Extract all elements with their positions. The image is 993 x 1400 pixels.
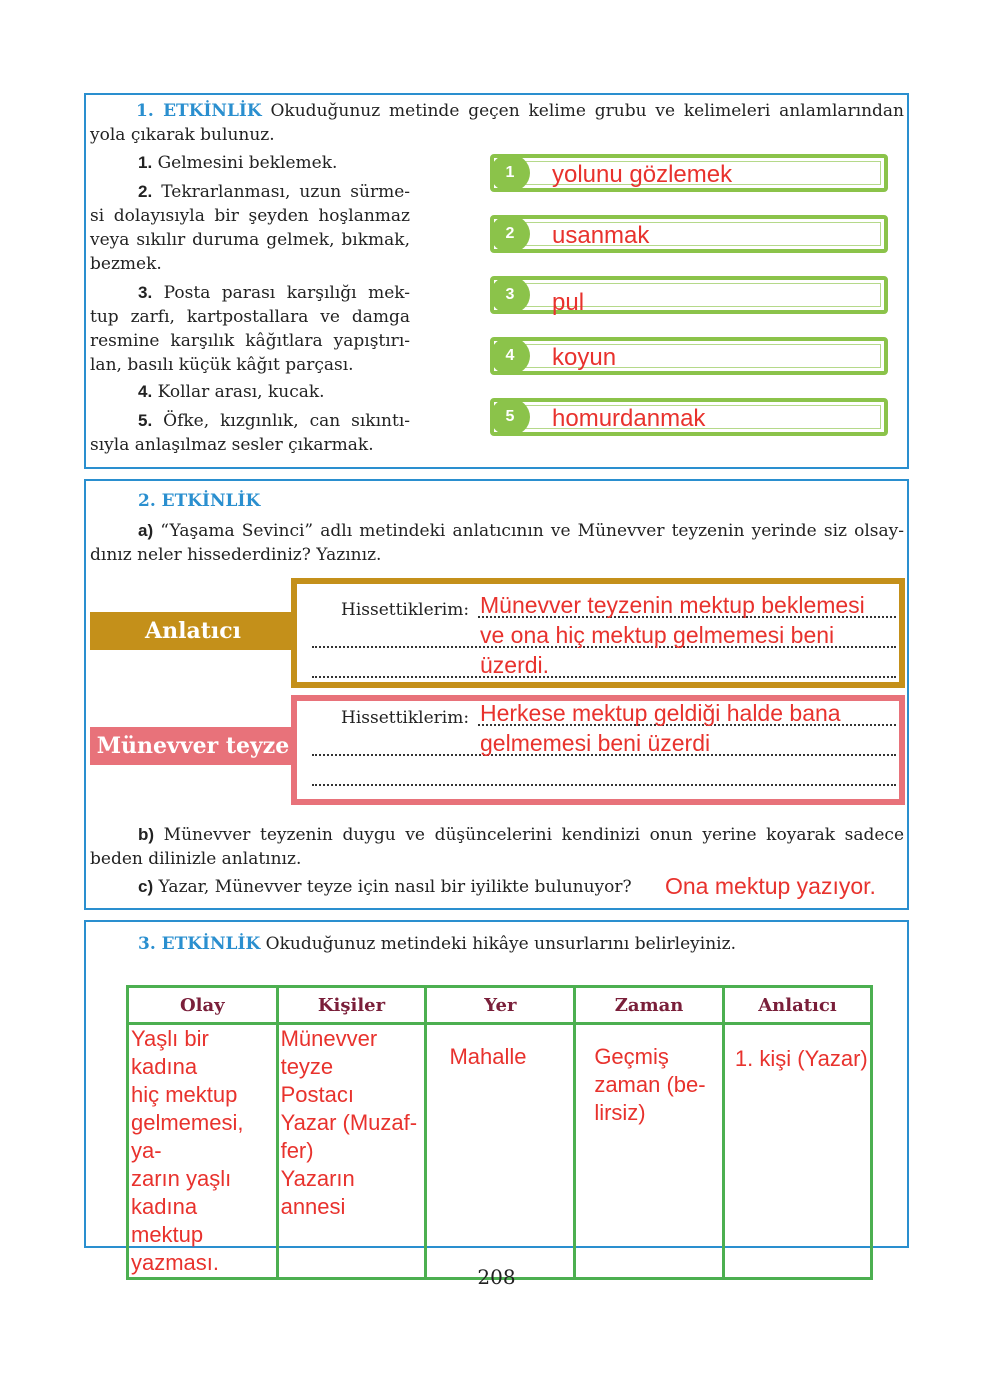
feelings-label: Hissettiklerim: [341,600,470,620]
answer-bar-2[interactable] [490,215,888,253]
activity-3-instruction: 3. ETKİNLİK Okuduğunuz metindeki hikâye unsurlarını belirleyiniz. [138,934,736,954]
dotted-line [312,676,896,678]
answer-bar-5[interactable] [490,398,888,436]
answer-c: Ona mektup yazıyor. [665,873,876,899]
header-yer: Yer [426,987,575,1024]
dotted-line [312,784,896,786]
answer-text: homurdanmak [552,405,706,432]
answer-text: yolunu gözlemek [552,161,733,188]
page-number: 208 [477,1265,516,1289]
cell-anlatici[interactable]: 1. kişi (Yazar) [723,1024,871,1279]
narrator-tab: Anlatıcı [90,612,296,650]
feelings-label: Hissettiklerim: [341,708,470,728]
header-zaman: Zaman [575,987,724,1024]
activity-1-instruction-line2: yola çıkarak bulunuz. [90,125,275,145]
header-kisiler: Kişiler [277,987,426,1024]
cell-yer[interactable]: Mahalle [426,1024,575,1279]
answer-text: usanmak [552,222,650,249]
clue-1: 1. Gelmesini beklemek. [138,153,338,173]
cell-olay[interactable]: Yaşlı bir kadına hiç mektup gelmemesi, ya- zarın yaşlı kadına mektup yazması. [128,1024,278,1279]
question-b: b) Münevver teyzenin duygu ve düşüncelerini kendinizi onun yerine koyarak sadece [138,825,905,845]
answer-bar-4[interactable] [490,337,888,375]
cell-zaman[interactable]: Geçmiş zaman (be- lirsiz) [575,1024,724,1279]
number-badge: 1 [490,154,530,192]
question-a-line2: dınız neler hissederdiniz? Yazınız. [90,545,382,565]
answer-bar-1[interactable] [490,154,888,192]
cell-kisiler[interactable]: Münevver teyze Postacı Yazar (Muzaf- fer) Yazarın annesi [277,1024,426,1279]
answer-bar-3[interactable] [490,276,888,314]
clue-2: 2. Tekrarlanması, uzun sürme- si dolayısıyla bir şeyden hoşlanmaz veya sıkılır duruma gelmek, bıkmak, bezmek. [90,182,410,274]
header-anlatici: Anlatıcı [723,987,871,1024]
clue-4: 4. Kollar arası, kucak. [138,382,325,402]
number-badge: 4 [490,337,530,375]
activity-3-title: 3. ETKİNLİK [138,934,261,954]
answer-text: koyun [552,344,617,371]
clue-5: 5. Öfke, kızgınlık, can sıkıntı- sıyla anlaşılmaz sesler çıkarmak. [90,411,410,455]
aunt-tab: Münevver teyze [90,727,296,765]
number-badge: 3 [490,276,530,314]
narrator-answer-line-2: ve ona hiç mektup gelmemesi beni [480,622,835,648]
answer-text: pul [552,289,585,316]
question-c: c) Yazar, Münevver teyze için nasıl bir iyilikte bulunuyor? [138,877,632,897]
narrator-answer-line-3: üzerdi. [480,652,550,678]
number-badge: 2 [490,215,530,253]
narrator-answer-line-1: Münevver teyzenin mektup beklemesi [480,592,865,618]
activity-1-title: 1. ETKİNLİK [136,101,262,121]
aunt-answer-line-2: gelmemesi beni üzerdi [480,730,711,756]
number-badge: 5 [490,398,530,436]
story-elements-table [126,985,873,1280]
question-b-line2: beden dilinizle anlatınız. [90,849,302,869]
activity-1-instruction: 1. ETKİNLİK Okuduğunuz metinde geçen kelime grubu ve kelimeleri anlamlarından [136,101,904,121]
activity-2-title: 2. ETKİNLİK [138,491,261,511]
question-a: a) “Yaşama Sevinci” adlı metindeki anlatıcının ve Münevver teyzenin yerinde siz olsay- [138,521,905,541]
aunt-answer-line-1: Herkese mektup geldiği halde bana [480,700,841,726]
header-olay: Olay [128,987,278,1024]
clue-3: 3. Posta parası karşılığı mek- tup zarfı, kartpostallara ve damga resmine karşılık kâğıtlara yapıştırı- lan, basılı küçük kâğıt parçası. [90,283,411,375]
